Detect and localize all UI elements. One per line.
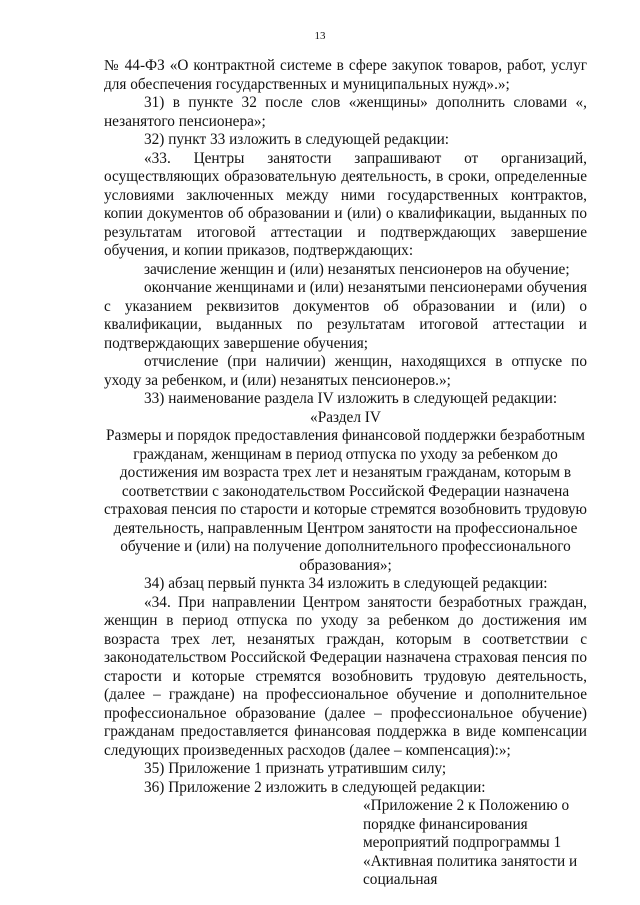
paragraph-expulsion: отчисление (при наличии) женщин, находящихся в отпуске по уходу за ребенком, и (или) незанятых пенсионеров.»;	[104, 353, 587, 389]
paragraph-law-reference: № 44-ФЗ «О контрактной системе в сфере закупок товаров, работ, услуг для обеспечения государственных и муниципальных нужд».»;	[104, 57, 587, 93]
paragraph-item-35: 35) Приложение 1 признать утратившим силу;	[144, 760, 447, 777]
document-body	[104, 57, 587, 890]
page-number: 13	[314, 30, 326, 42]
section-heading: «Раздел IV	[310, 408, 381, 426]
paragraph-item-34: 34) абзац первый пункта 34 изложить в следующей редакции:	[144, 575, 548, 592]
paragraph-item-32: 32) пункт 33 изложить в следующей редакции:	[144, 131, 450, 148]
paragraph-clause-33: «33. Центры занятости запрашивают от организаций, осуществляющих образовательную деятельность, в сроки, определенные условиями заключенных между ними государственных контрактов, копии документов об образовании и (или) о квалификации, выданных по результатам итоговой аттестации и подтверждающих завершение обучения, и копии приказов, подтверждающих:	[104, 149, 587, 259]
paragraph-completion: окончание женщинами и (или) незанятыми пенсионерами обучения с указанием реквизитов документов об образовании и (или) о квалификации, выданных по результатам итоговой аттестации и подтверждающих завершение обучения;	[104, 279, 587, 352]
paragraph-item-36: 36) Приложение 2 изложить в следующей редакции:	[144, 778, 486, 796]
paragraph-item-33: 33) наименование раздела IV изложить в следующей редакции:	[144, 390, 558, 407]
paragraph-item-31: 31) в пункте 32 после слов «женщины» дополнить словами «, незанятого пенсионера»;	[104, 94, 587, 130]
section-title: Размеры и порядок предоставления финансовой поддержки безработным гражданам, женщинам в период отпуска по уходу за ребенком до достижения им возраста трех лет и незанятым гражданам, которым в соответствии с законодательством Российской Федерации назначена страховая пенсия по старости и которые стремятся возобновить трудовую деятельность, направленным Центром занятости на профессиональное обучение и (или) на получение дополнительного профессионального образования»;	[104, 427, 587, 574]
paragraph-enrollment: зачисление женщин и (или) незанятых пенсионеров на обучение;	[144, 260, 570, 278]
appendix-note: «Приложение 2 к Положению о порядке финансирования мероприятий подпрограммы 1 «Активная политика занятости и социальная	[363, 797, 578, 888]
paragraph-clause-34: «34. При направлении Центром занятости безработных граждан, женщин в период отпуска по уходу за ребенком до достижения им возраста трех лет, незанятых граждан, которым в соответствии с законодательством Российской Федерации назначена страховая пенсия по старости и которые стремятся возобновить трудовую деятельность, (далее – граждане) на профессиональное обучение и дополнительное профессиональное образование (далее – профессиональное обучение) гражданам предоставляется финансовая поддержка в виде компенсации следующих произведенных расходов (далее – компенсация):»;	[104, 593, 587, 759]
